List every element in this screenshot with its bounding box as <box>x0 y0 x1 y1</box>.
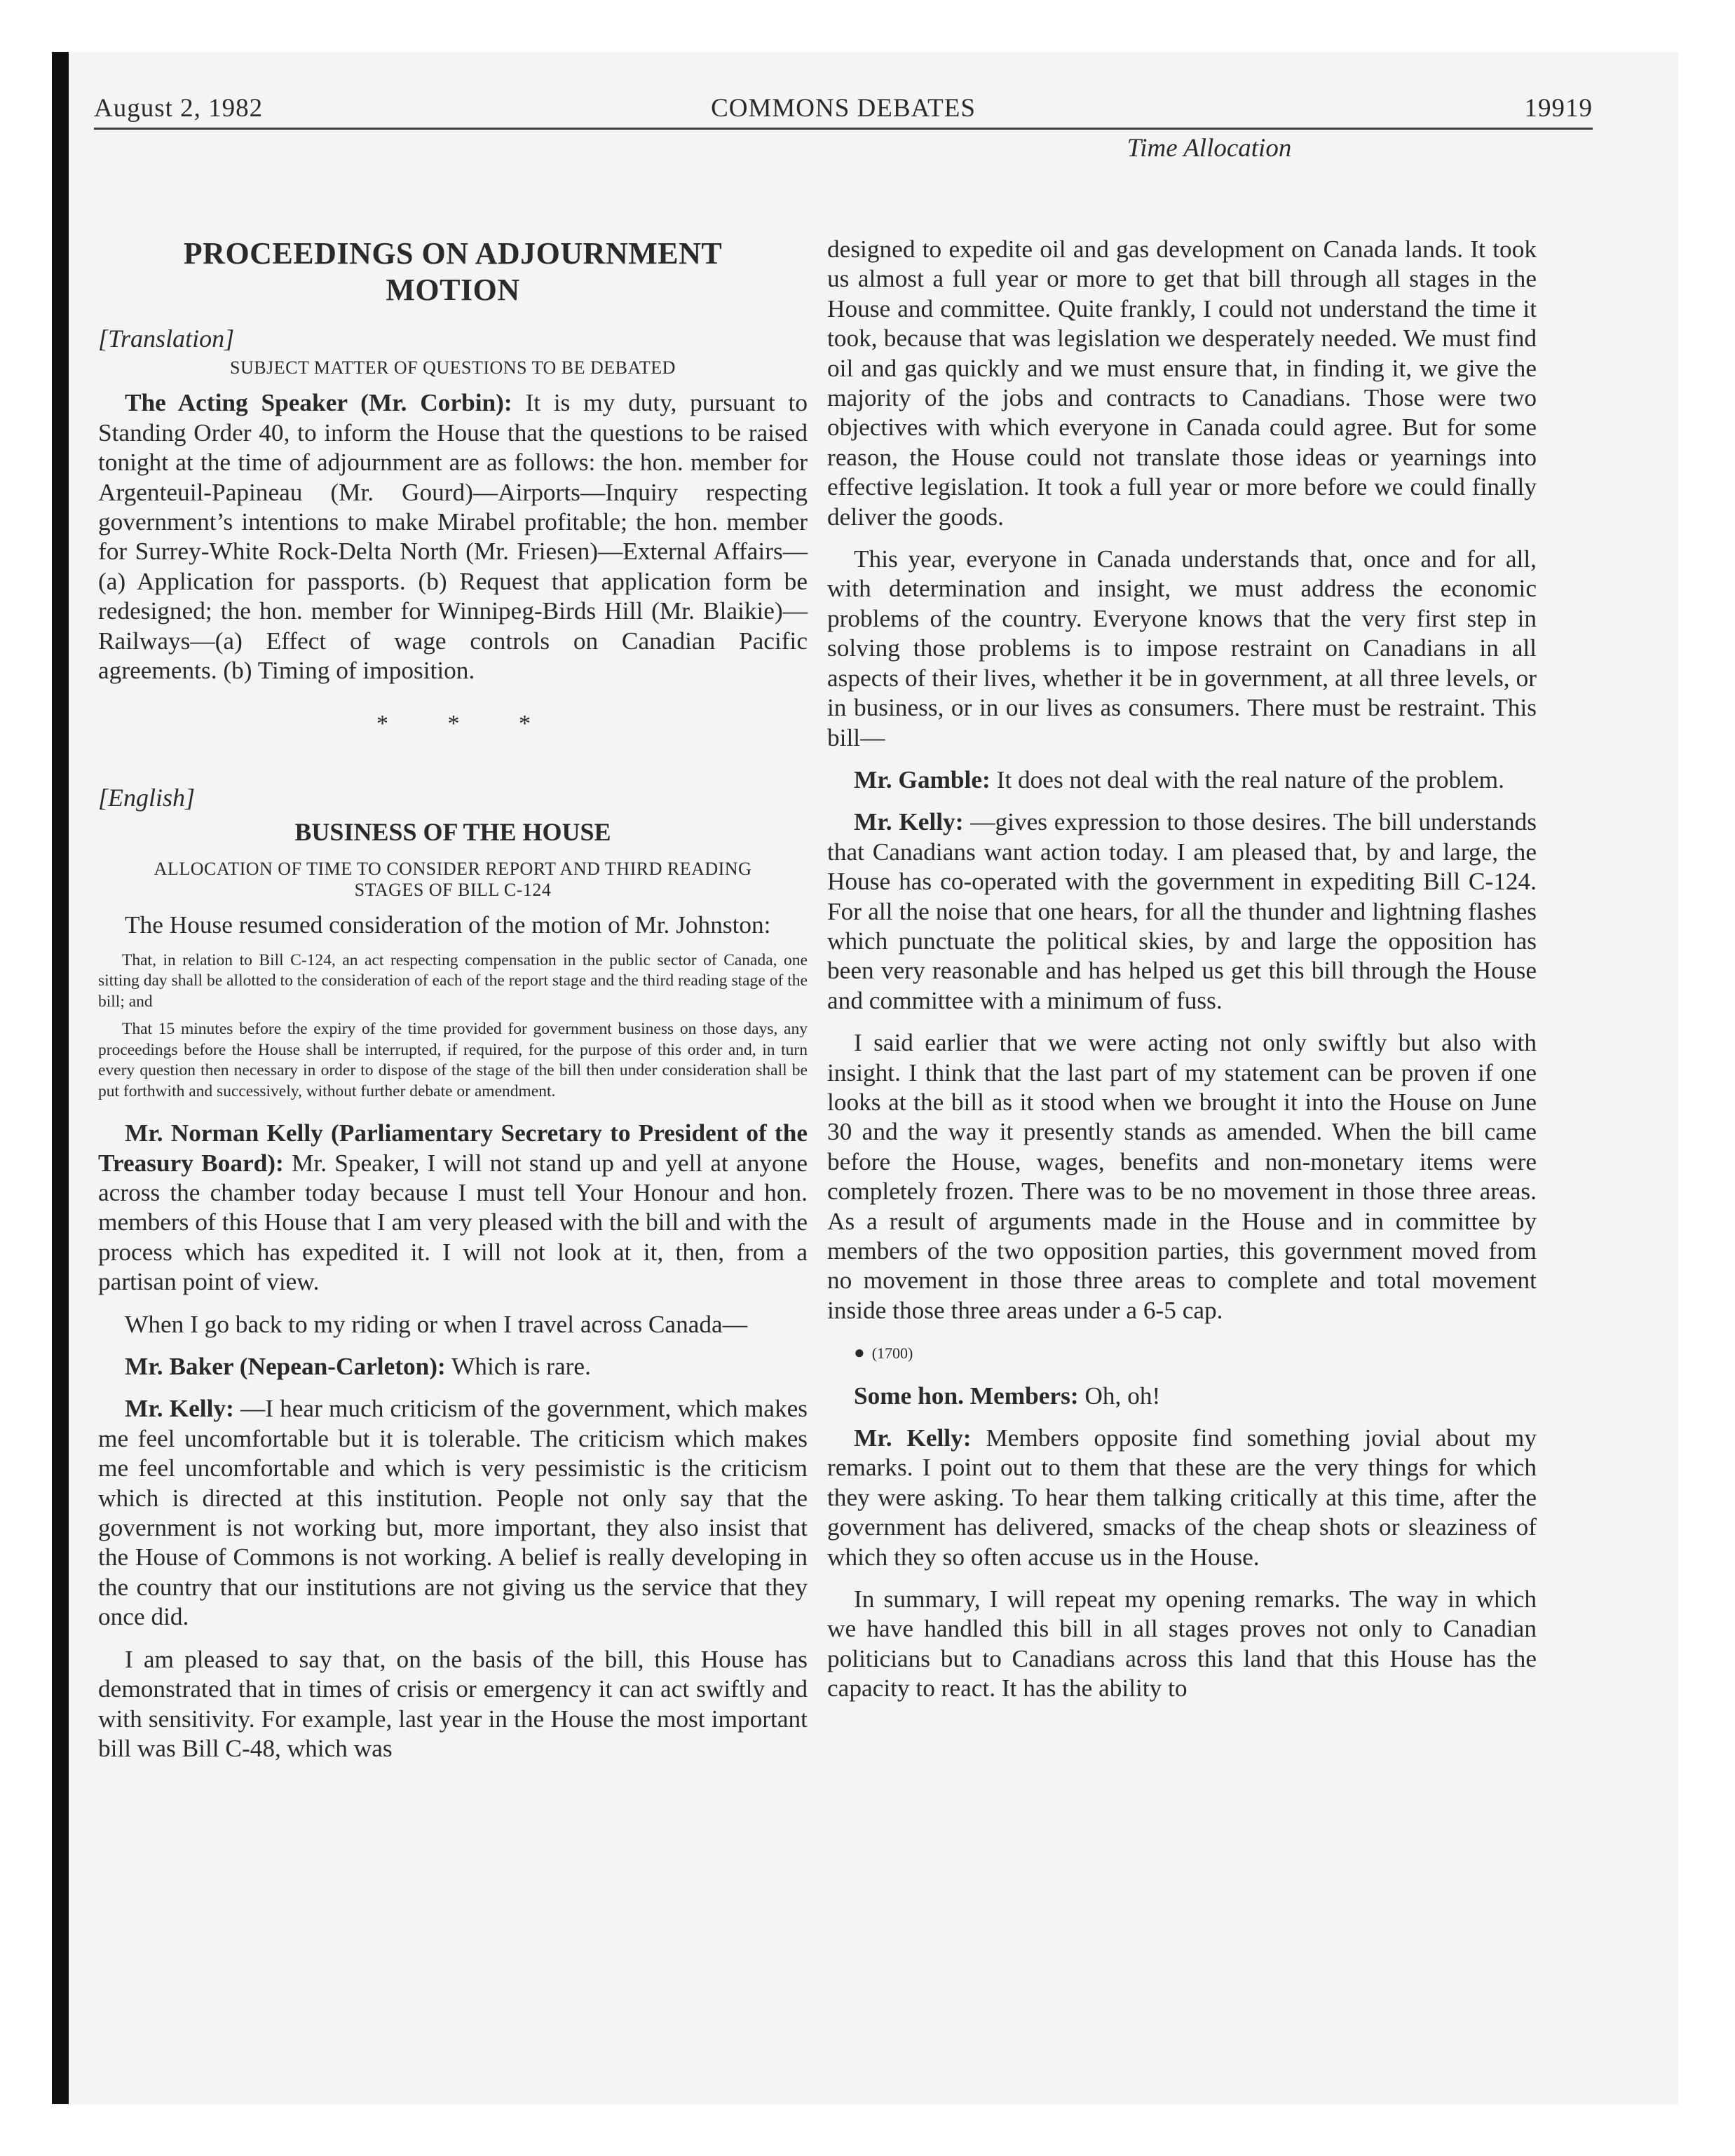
paragraph: I am pleased to say that, on the basis of the bill, this House has demonstrated that in times of crisis or emergency it can act swiftly and with sensitivity. For example, last year in the House the most important bill was Bill C-48, which was <box>98 1645 808 1762</box>
time-marker <box>827 1338 1537 1368</box>
paragraph: In summary, I will repeat my opening remarks. The way in which we have handled this bill in all stages proves not only to Canadian politicians but to Canadians across this land that this House has the capacity to react. It has the ability to <box>827 1585 1537 1703</box>
paragraph: This year, everyone in Canada understands that, once and for all, with determination and insight, we must address the economic problems of the country. Everyone knows that the very first step in solving those problems is to impose restraint on Canadians in all aspects of their lives, whether it be in government, at all three levels, or in business, or in our lives as consumers. There must be restraint. This bill— <box>827 545 1537 751</box>
running-header <box>94 87 1593 130</box>
speaker-paragraph <box>827 807 1537 1016</box>
paragraph: designed to expedite oil and gas development on Canada lands. It took us almost a full year or more to get that bill through all stages in the House and committee. Quite frankly, I could not understand the time it took, because that was legislation we desperately needed. We must find oil and gas quickly and we must ensure that, in finding it, we give the majority of the jobs and contracts to Canadians. Those were two objectives with which everyone in Canada could agree. But for some reason, the House could not translate those ideas or yearnings into effective legislation. It took a full year or more before we could finally deliver the goods. <box>827 236 1537 531</box>
header-page-number: 19919 <box>1524 94 1593 123</box>
business-heading: BUSINESS OF THE HOUSE <box>294 818 611 847</box>
paragraph-text: It is my duty, pursuant to Standing Order 40, to inform the House that the questions to be raised tonight at the time of adjournment are as follows: the hon. member for Argenteuil-Papineau (Mr. Gourd)—Airports—Inquiry respecting government’s intentions to make Mirabel profitable; the hon. member for Surrey-White Rock-Delta North (Mr. Friesen)—External Affairs—(a) Application for passports. (b) Request that application form be redesigned; the hon. member for Winnipeg-Birds Hill (Mr. Blaikie)—Railways—(a) Effect of wage controls on Canadian Pacific agreements. (b) Timing of imposition. <box>98 389 808 685</box>
speaker-paragraph <box>98 1394 808 1632</box>
scan-edge-bar <box>52 52 69 2104</box>
subject-subhead: SUBJECT MATTER OF QUESTIONS TO BE DEBATED <box>230 357 676 378</box>
paragraph-text: Oh, oh! <box>1078 1381 1161 1410</box>
speaker-paragraph <box>827 765 1537 795</box>
speaker-name: Mr. Norman Kelly (Parliamentary Secretary to President of the Treasury Board): <box>98 1119 808 1177</box>
speaker-paragraph <box>98 388 808 685</box>
paragraph: I said earlier that we were acting not only swiftly but also with insight. I think that the last part of my statement can be proven if one looks at the bill as it stood when we brought it into the House on June 30 and the way it presently stands as amended. When the bill came before the House, wages, benefits and non-monetary items were completely frozen. There was to be no movement in those three areas. As a result of arguments made in the House and in committee by members of the two opposition parties, this government moved from no movement in those three areas to complete and total movement inside those three areas under a 6-5 cap. <box>827 1029 1537 1324</box>
speaker-name: Some hon. Members: <box>854 1381 1079 1410</box>
speaker-name: Mr. Kelly: <box>854 1424 972 1452</box>
speaker-paragraph <box>827 1424 1537 1572</box>
allocation-subhead: ALLOCATION OF TIME TO CONSIDER REPORT AND THIRD READING STAGES OF BILL C-124 <box>154 859 752 901</box>
speaker-paragraph <box>98 1352 808 1381</box>
speaker-paragraph <box>98 1119 808 1297</box>
header-title: COMMONS DEBATES <box>711 94 976 123</box>
translation-tag: [Translation] <box>98 325 235 353</box>
section-separator: * * * <box>376 711 557 737</box>
paragraph-text: Members opposite find something jovial about my remarks. I point out to them that these are the very things for which they were asking. To hear them talking critically at this time, after the government has delivered, smacks of the cheap shots or sleaziness of which they so often accuse us in the House. <box>827 1424 1537 1571</box>
speaker-name: The Acting Speaker (Mr. Corbin): <box>125 389 512 417</box>
motion-quote: That, in relation to Bill C-124, an act respecting compensation in the public sector of Canada, one sitting day shall be allotted to the consideration of each of the report stage and the third reading stage of the bill; and <box>98 950 808 1011</box>
speaker-name: Mr. Baker (Nepean-Carleton): <box>125 1353 446 1381</box>
paragraph-text: It does not deal with the real nature of the problem. <box>990 765 1504 793</box>
left-column <box>98 236 808 1763</box>
paragraph-text: Which is rare. <box>445 1353 591 1381</box>
paragraph: When I go back to my riding or when I travel across Canada— <box>125 1310 748 1338</box>
column-topic-label: Time Allocation <box>1127 134 1292 163</box>
bullet-icon: ● <box>854 1342 865 1363</box>
right-column <box>827 235 1537 1704</box>
speaker-name: Mr. Gamble: <box>854 765 991 793</box>
speaker-name: Mr. Kelly: <box>125 1395 234 1423</box>
paragraph-text: Mr. Speaker, I will not stand up and yell at anyone across the chamber today because I must tell Your Honour and hon. members of this House that I am very pleased with the bill and with the process which has expedited it. I will not look at it, then, from a partisan point of view. <box>98 1149 808 1296</box>
speaker-name: Mr. Kelly: <box>854 808 964 836</box>
motion-quote: That 15 minutes before the expiry of the time provided for government business on those days, any proceedings before the House shall be interrupted, if required, for the purpose of this order and, in turn every question then necessary in order to dispose of the stage of the bill then under consideration shall be put forthwith and successively, without further debate or amendment. <box>98 1020 808 1100</box>
time-marker-text: (1700) <box>871 1344 913 1363</box>
header-date: August 2, 1982 <box>94 94 264 123</box>
paragraph: The House resumed consideration of the motion of Mr. Johnston: <box>125 911 771 939</box>
speaker-paragraph <box>827 1381 1537 1411</box>
paragraph-text: —gives expression to those desires. The bill understands that Canadians want action today. I am pleased that, by and large, the House has co-operated with the government in expediting Bill C-124. For all the noise that one hears, for all the thunder and lightning flashes which punctuate the political skies, by and large the opposition has been very reasonable and has helped us get this bill through the House and committee with a minimum of fuss. <box>827 808 1537 1014</box>
english-tag: [English] <box>98 783 196 812</box>
proceedings-heading: PROCEEDINGS ON ADJOURNMENT MOTION <box>183 236 723 307</box>
paragraph-text: —I hear much criticism of the government, which makes me feel uncomfortable but it is tolerable. The criticism which makes me feel uncomfortable and which is very pessimistic is the criticism which is directed at this institution. People not only say that the government is not working but, more important, they also insist that the House of Commons is not working. A belief is really developing in the country that our institutions are not giving us the service that they once did. <box>98 1395 808 1631</box>
